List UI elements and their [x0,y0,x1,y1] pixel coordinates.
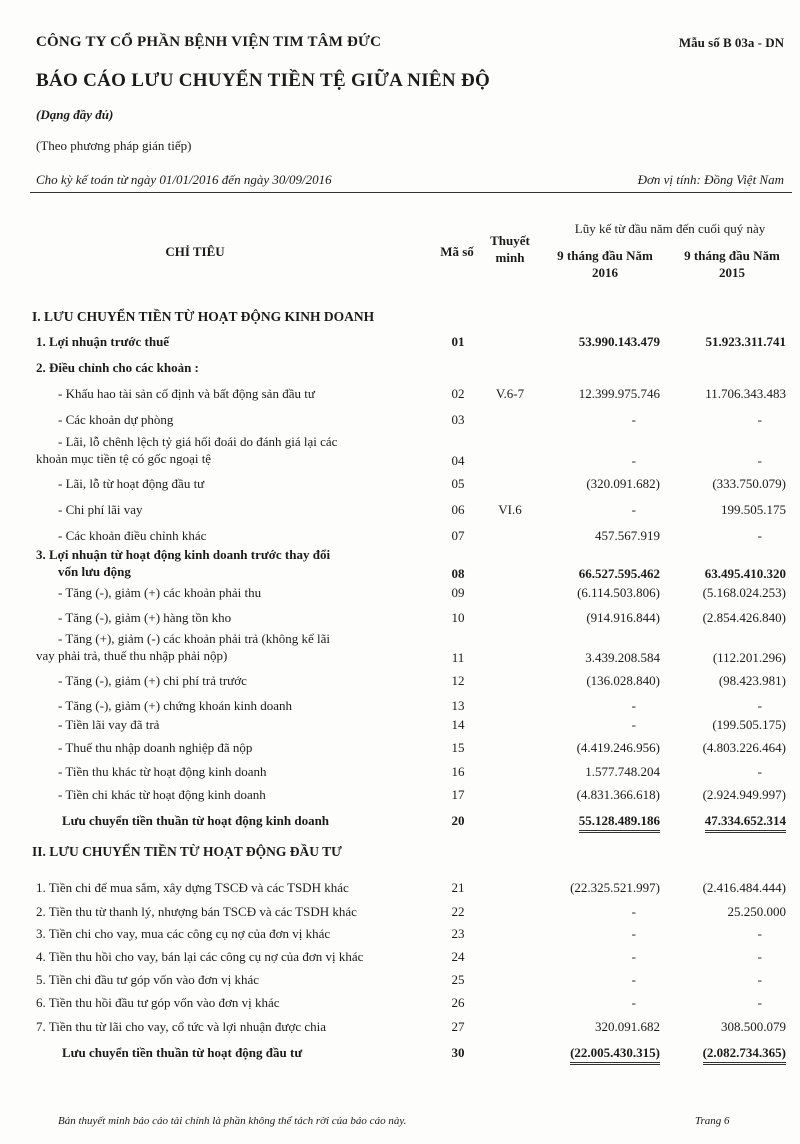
value-2016: 66.527.595.462 [578,566,660,581]
value-2015: (199.505.175) [712,717,786,732]
currency-unit: Đơn vị tính: Đồng Việt Nam [637,172,784,187]
column-header-ma-so: Mã số [440,244,474,259]
row-label-line: - Các khoản dự phòng [58,412,174,427]
row-label-line: 1. Tiền chi để mua sắm, xây dựng TSCĐ và các TSDH khác [36,880,349,895]
row-label-line: 2. Điều chỉnh cho các khoản : [36,360,199,375]
row-code: 02 [451,386,465,401]
row-code: 26 [451,995,465,1010]
value-2016: 3.439.208.584 [585,650,660,665]
row-label-line: 3. Lợi nhuận từ hoạt động kinh doanh trước thay đổi [36,547,331,562]
row-label-line: 1. Lợi nhuận trước thuế [36,334,170,349]
row-label-line: II. LƯU CHUYỂN TIỀN TỪ HOẠT ĐỘNG ĐẦU TƯ [32,844,342,859]
value-2016: - [631,904,636,919]
row-label-line: Lưu chuyển tiền thuần từ hoạt động kinh doanh [62,813,330,828]
row-code: 16 [451,764,465,779]
row-code: 24 [451,949,465,964]
page-number: Trang 6 [695,1115,730,1127]
row-code: 20 [451,813,465,828]
row-label-line: - Chi phí lãi vay [58,502,143,517]
row-label [32,843,432,860]
value-2015: (2.416.484.444) [702,880,786,895]
row-label [36,994,436,1011]
value-2015: 51.923.311.741 [705,334,786,349]
footer-note: Bản thuyết minh báo cáo tài chính là phần không thể tách rời của báo cáo này. [58,1115,407,1127]
value-2016: (22.005.430.315) [570,1044,660,1065]
form-code: Mẫu số B 03a - DN [678,35,784,50]
row-code: 08 [451,566,465,581]
row-code: 23 [451,926,465,941]
row-label-line: I. LƯU CHUYỂN TIỀN TỪ HOẠT ĐỘNG KINH DOANH [32,309,375,324]
row-label [36,1018,436,1035]
report-method: (Theo phương pháp gián tiếp) [36,138,192,153]
value-2016: (22.325.521.997) [570,880,660,895]
row-code: 25 [451,972,465,987]
row-label-line: - Tăng (-), giảm (+) hàng tồn kho [58,610,232,625]
row-label-line: 2. Tiền thu từ thanh lý, nhượng bán TSCĐ và các TSDH khác [36,904,357,919]
row-label-line: - Thuế thu nhập doanh nghiệp đã nộp [58,740,253,755]
row-code: 14 [451,717,465,732]
value-2015: (2.924.949.997) [702,787,786,802]
value-2015: (98.423.981) [718,673,786,688]
row-code: 17 [451,787,465,802]
row-label-line: Lưu chuyển tiền thuần từ hoạt động đầu tư [62,1045,303,1060]
row-label [58,584,458,601]
row-label [36,948,436,965]
value-2015: - [757,412,762,427]
row-label-line: 5. Tiền chi đầu tư góp vốn vào đơn vị khác [36,972,259,987]
value-2016: 55.128.489.186 [579,812,660,833]
value-2015: (5.168.024.253) [702,585,786,600]
row-code: 21 [451,880,465,895]
row-label [36,971,436,988]
row-code: 13 [451,698,465,713]
row-label [36,630,458,664]
row-label [36,925,436,942]
report-subtitle: (Dạng đầy đủ) [36,107,114,122]
value-2016: 12.399.975.746 [578,386,660,401]
row-label [36,903,436,920]
value-2016: 1.577.748.204 [585,764,660,779]
row-label-line: vay phải trả, thuế thu nhập phải nộp) [36,648,228,663]
row-code: 10 [451,610,465,625]
value-2016: 53.990.143.479 [578,334,660,349]
value-2015: (2.082.734.365) [703,1044,786,1065]
row-label [36,359,436,376]
value-2015: (2.854.426.840) [702,610,786,625]
row-label [58,716,458,733]
header-rule [30,192,792,193]
value-2015: - [757,764,762,779]
row-code: 27 [451,1019,465,1034]
row-code: 01 [451,334,465,349]
row-label-line: - Tăng (-), giảm (+) chi phí trả trước [58,673,247,688]
row-code: 30 [451,1045,465,1060]
row-label [58,501,458,518]
value-2016: - [631,949,636,964]
value-2015: - [757,528,762,543]
col2016-line1: 9 tháng đầu Năm [557,248,653,263]
row-label [58,763,458,780]
row-label [32,308,432,325]
row-label-line: 7. Tiền thu từ lãi cho vay, cổ tức và lợi nhuận được chia [36,1019,327,1034]
col2015-line1: 9 tháng đầu Năm [684,248,780,263]
row-label-line: - Khấu hao tài sản cố định và bất động sản đầu tư [58,386,315,401]
row-label-line: khoản mục tiền tệ có gốc ngoại tệ [36,451,212,466]
row-code: 15 [451,740,465,755]
report-title: BÁO CÁO LƯU CHUYỂN TIỀN TỆ GIỮA NIÊN ĐỘ [36,70,491,91]
value-2016: - [631,995,636,1010]
value-2015: - [757,949,762,964]
row-label [62,1044,462,1061]
value-2016: - [631,972,636,987]
row-label-line: 6. Tiền thu hồi đầu tư góp vốn vào đơn vị khác [36,995,280,1010]
value-2015: - [757,995,762,1010]
row-label-line: 3. Tiền chi cho vay, mua các công cụ nợ của đơn vị khác [36,926,331,941]
col2016-line2: 2016 [592,265,618,280]
column-header-thuyet-minh [482,232,538,266]
row-label-line: 4. Tiền thu hồi cho vay, bán lại các công cụ nợ của đơn vị khác [36,949,364,964]
value-2015: (4.803.226.464) [702,740,786,755]
row-code: 11 [451,650,465,665]
column-header-chi-tieu: CHỈ TIÊU [165,244,225,259]
row-code: 12 [451,673,465,688]
value-2016: (320.091.682) [586,476,660,491]
row-code: 06 [451,502,465,517]
value-2016: - [631,412,636,427]
row-code: 22 [451,904,465,919]
row-code: 07 [451,528,465,543]
value-2016: - [631,717,636,732]
value-2016: (4.419.246.956) [576,740,660,755]
value-2015: 63.495.410.320 [704,566,786,581]
value-2016: 320.091.682 [595,1019,660,1034]
value-2016: 457.567.919 [595,528,660,543]
value-2016: - [631,926,636,941]
company-name: CÔNG TY CỔ PHẦN BỆNH VIỆN TIM TÂM ĐỨC [36,34,382,50]
value-2016: (136.028.840) [586,673,660,688]
value-2015: - [757,698,762,713]
row-label-line: - Các khoản điều chỉnh khác [58,528,207,543]
row-code: 09 [451,585,465,600]
value-2015: - [757,926,762,941]
row-label [58,527,458,544]
value-2016: (914.916.844) [586,610,660,625]
row-label-line: - Tiền thu khác từ hoạt động kinh doanh [58,764,267,779]
value-2015: 47.334.652.314 [705,812,786,833]
row-label-line: - Tăng (-), giảm (+) các khoản phải thu [58,585,262,600]
col2015-line2: 2015 [719,265,745,280]
row-code: 05 [451,476,465,491]
value-2016: - [631,502,636,517]
row-label-line: - Tiền lãi vay đã trả [58,717,160,732]
row-label [36,433,458,467]
row-label [58,475,458,492]
value-2015: (112.201.296) [712,650,786,665]
column-header-2015 [672,247,792,281]
value-2016: - [631,698,636,713]
row-label [36,333,436,350]
row-label [58,672,458,689]
row-code: 04 [451,453,465,468]
row-label-line: - Tiền chi khác từ hoạt động kinh doanh [58,787,266,802]
value-2015: (333.750.079) [712,476,786,491]
value-2016: - [631,453,636,468]
row-label-line: - Tăng (-), giảm (+) chứng khoán kinh doanh [58,698,292,713]
value-2015: 308.500.079 [721,1019,786,1034]
value-2016: (6.114.503.806) [577,585,660,600]
column-header-2016 [545,247,665,281]
report-period: Cho kỳ kế toán từ ngày 01/01/2016 đến ngày 30/09/2016 [36,172,332,187]
row-label [58,786,458,803]
value-2015: - [757,972,762,987]
value-2015: 199.505.175 [721,502,786,517]
row-label [36,879,436,896]
thuyet-minh-line1: Thuyết [490,233,530,248]
row-code: 03 [451,412,465,427]
value-2015: 25.250.000 [727,904,786,919]
value-2016: (4.831.366.618) [576,787,660,802]
row-label [58,411,458,428]
row-label [58,609,458,626]
row-label-line: vốn lưu động [58,564,131,579]
row-label-line: - Tăng (+), giảm (-) các khoản phải trả (không kể lãi [58,631,331,646]
row-label [62,812,462,829]
value-2015: - [757,453,762,468]
row-label [58,739,458,756]
value-2015: 11.706.343.483 [705,386,786,401]
thuyet-minh-line2: minh [495,250,525,265]
row-note: V.6-7 [495,386,525,401]
row-label-line: - Lãi, lỗ từ hoạt động đầu tư [58,476,205,491]
row-label [58,385,458,402]
row-label-line: - Lãi, lỗ chênh lệch tỷ giá hối đoái do đánh giá lại các [58,434,338,449]
row-label [58,697,458,714]
row-label [36,546,436,580]
row-note: VI.6 [498,502,522,517]
column-header-group: Lũy kế từ đầu năm đến cuối quý này [574,221,766,236]
